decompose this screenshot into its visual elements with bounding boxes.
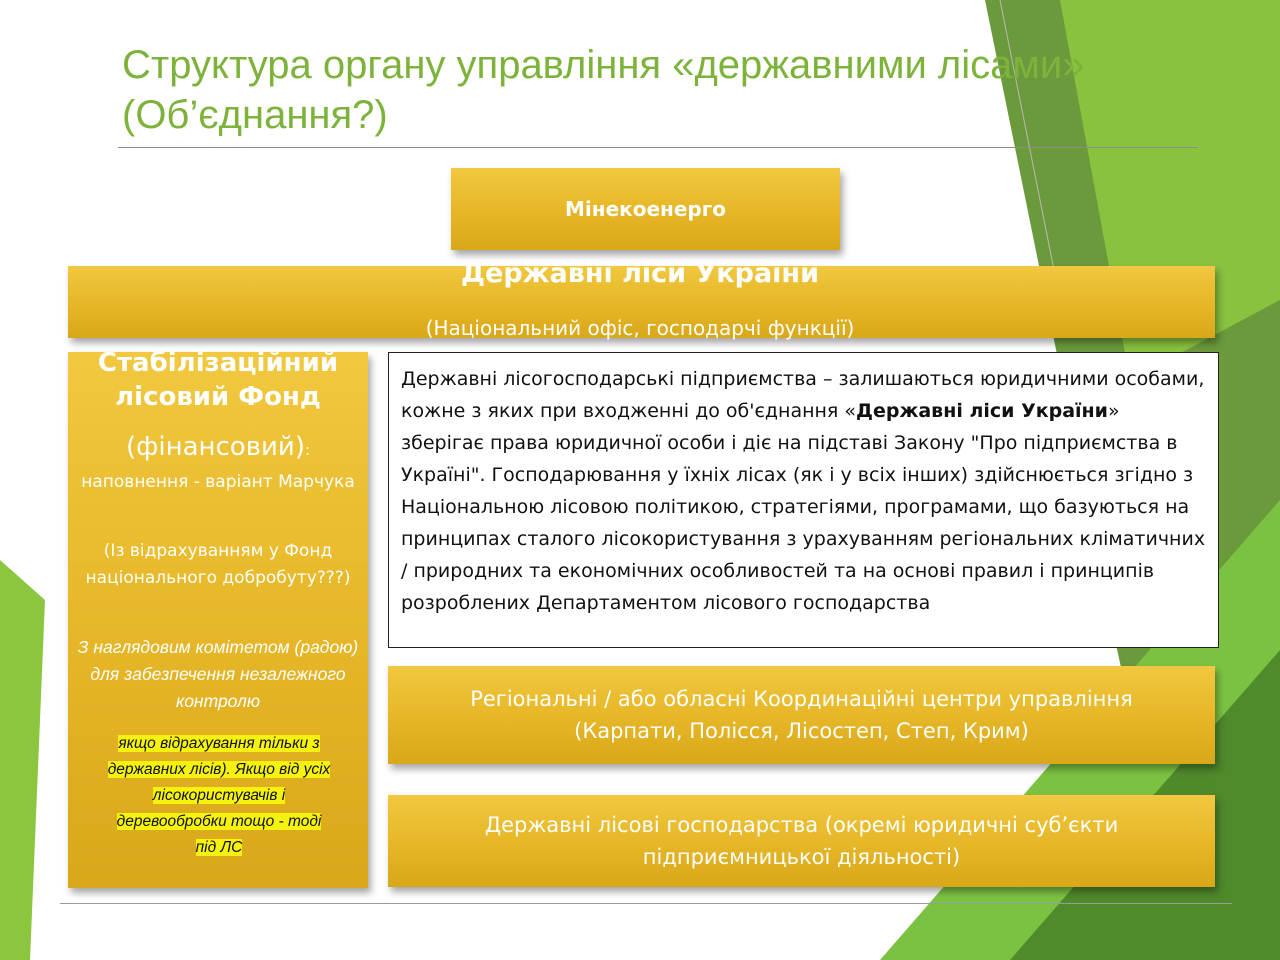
ministry-label: Мінекоенерго (565, 197, 726, 221)
enterprises-description (388, 352, 1219, 648)
highlight-line: деревообробки тощо - тоді (116, 813, 322, 830)
state-forestries-box (388, 795, 1215, 887)
regional-centers-box (388, 666, 1215, 764)
description-text-2: » зберігає права юридичної особи і діє на підставі Закону "Про підприємства в Україні". Господарювання у їхніх лісах (як і у всіх інших) здійснюється згідно з Національною лісовою політикою, стратегіями, програмами, що базуються на принципах сталого лісокористування з урахуванням регіональних кліматичних / природних та економічних особливостей та на основі правил і принципів розроблених Департаментом лісового господарства (401, 400, 1206, 614)
highlight-line: під ЛС (195, 839, 243, 856)
highlight-line: лісокористувачів і (152, 787, 286, 804)
description-text-1: Державні лісогосподарські підприємства – залишаються юридичними особами, кожне з яких при входженні до об'єднання « (401, 368, 1205, 422)
ministry-box (451, 168, 840, 250)
highlight-line: якщо відрахування тільки з (118, 735, 320, 752)
fund-heading-type (68, 430, 368, 467)
bottom-divider (60, 903, 1232, 904)
forestries-line-1: Державні лісові господарства (окремі юридичні суб’єкти (484, 813, 1119, 837)
fund-type-label: (фінансовий) (125, 432, 305, 462)
regional-line-2: (Карпати, Полісся, Лісостеп, Степ, Крим) (574, 719, 1029, 743)
fund-heading: Стабілізаційний лісовий Фонд (97, 348, 339, 412)
fund-oversight: З наглядовим комітетом (радою) для забезпечення незалежного контролю (77, 637, 359, 711)
state-forests-title: Державні ліси України (460, 258, 820, 289)
slide-title (122, 40, 1202, 140)
green-strip-left (0, 560, 45, 960)
title-divider (118, 147, 1198, 148)
title-line-2: (Об’єднання?) (122, 93, 388, 137)
fund-highlight-note (78, 731, 360, 861)
highlight-line: державних лісів). Якщо від усіх (107, 761, 331, 778)
state-forests-subtitle: (Національний офіс, господарчі функції) (425, 316, 855, 340)
fund-type-colon: : (304, 441, 311, 459)
title-line-1: Структура органу управління «державними лісами» (122, 43, 1085, 87)
fund-filling: наповнення - варіант Марчука (81, 472, 355, 492)
description-bold: Державні ліси України (856, 400, 1108, 422)
fund-deduction: (Із відрахуванням у Фонд національного добробуту???) (85, 541, 351, 588)
regional-line-1: Регіональні / або обласні Координаційні центри управління (470, 687, 1133, 711)
forestries-line-2: підприємницької діяльності) (642, 845, 961, 869)
